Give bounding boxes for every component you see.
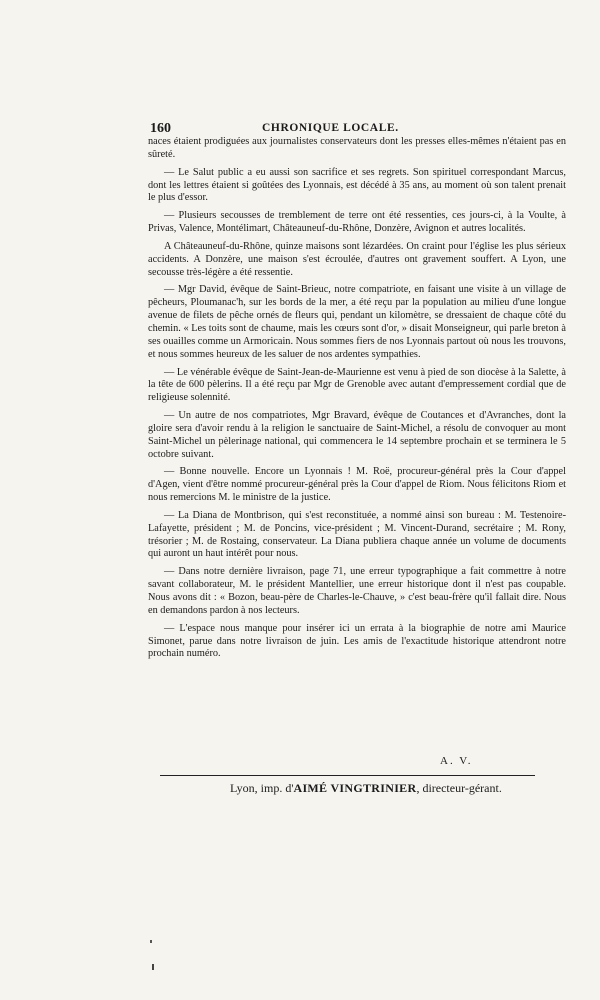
running-title: CHRONIQUE LOCALE. (262, 122, 399, 134)
paragraph-diana: — La Diana de Montbrison, qui s'est reconstituée, a nommé ainsi son bureau : M. Testenoire-Lafayette, président ; M. de Poncins, vice-président ; M. Vincent-Durand, secrétaire ; M. Rony, trésorier ; M. de Rostaing, conservateur. La Diana publiera chaque année un volume de documents qui auront un haut intérêt pour nous. (148, 509, 566, 560)
paragraph-maurienne: — Le vénérable évêque de Saint-Jean-de-Maurienne est venu à pied de son diocèse à la Salette, à la tête de 600 pèlerins. Il a été reçu par Mgr de Grenoble avec autant d'empressement cordial que de religieuse solennité. (148, 366, 566, 404)
signature: A. V. (440, 755, 473, 767)
paragraph-salut-public: — Le Salut public a eu aussi son sacrifice et ses regrets. Son spirituel correspondant Marcus, dont les lettres étaient si goûtées des Lyonnais, est décédé à 35 ans, au moment où son talent prenait le plus d'essor. (148, 166, 566, 204)
imprint-prefix: Lyon, imp. d' (230, 781, 294, 795)
imprint-printer-name: AIMÉ VINGTRINIER (293, 781, 417, 795)
divider-rule (160, 775, 535, 776)
paragraph-mgr-bravard: — Un autre de nos compatriotes, Mgr Bravard, évêque de Coutances et d'Avranches, dont la gloire sera d'avoir rendu à la religion le sanctuaire de Saint-Michel, a résolu de convoquer au mont Saint-Michel un pèlerinage national, qui commencera le 14 septembre prochain et se terminera le 5 octobre suivant. (148, 410, 566, 460)
paragraph-espace: — L'espace nous manque pour insérer ici un errata à la biographie de notre ami Maurice Simonet, parue dans notre livraison de juin. Les amis de l'exactitude historique attendront notre prochain numéro. (148, 622, 566, 660)
paragraph-bonne-nouvelle: — Bonne nouvelle. Encore un Lyonnais ! M. Roë, procureur-général près la Cour d'appel d'Agen, vient d'être nommé procureur-général près la Cour d'appel de Riom. Nous félicitons Riom et nous remercions M. le ministre de la justice. (148, 466, 566, 504)
paragraph-continuation: naces étaient prodiguées aux journalistes conservateurs dont les presses elles-mêmes n'étaient pas en sûreté. (148, 136, 566, 160)
imprint-suffix: , directeur-gérant. (416, 781, 502, 795)
page-header (150, 121, 570, 137)
imprint-line (230, 781, 502, 796)
paragraph-mgr-david: — Mgr David, évêque de Saint-Brieuc, notre compatriote, en faisant une visite à un village de pêcheurs, Ploumanac'h, sur les bords de la mer, a été reçu par la population au milieu d'une longue avenue de filets de pêche ornés de fleurs qui, pendant un kilomètre, se dressaient de chaque côté du chemin. « Les toits sont de chaume, mais les cœurs sont d'or, » disait Monseigneur, qui parle breton à ses ouailles comme un Armoricain. Nous sommes fiers de nos Lyonnais partout où nous les trouvons, et nous sommes heureux de les saluer de nos ardentes sympathies. (148, 284, 566, 360)
article-body (148, 136, 566, 666)
paragraph-chateauneuf: A Châteauneuf-du-Rhône, quinze maisons sont lézardées. On craint pour l'église les plus sérieux accidents. A Donzère, une maison s'est écroulée, d'autres ont gravement souffert. A Lyon, une secousse très-légère a été ressentie. (148, 240, 566, 278)
paper-speck (150, 940, 152, 943)
paper-speck (152, 964, 154, 970)
paragraph-earthquake: — Plusieurs secousses de tremblement de terre ont été ressenties, ces jours-ci, à la Voulte, à Privas, Valence, Montélimart, Châteauneuf-du-Rhône, Donzère, Avignon et autres localités. (148, 210, 566, 235)
paragraph-erratum: — Dans notre dernière livraison, page 71, une erreur typographique a fait commettre à notre savant collaborateur, M. le président Mantellier, une erreur historique dont il n'est pas coupable. Nous avons dit : « Bozon, beau-père de Charles-le-Chauve, » c'est beau-frère qu'il fallait dire. Nous en demandons pardon à nos lecteurs. (148, 566, 566, 616)
page-number: 160 (150, 121, 171, 136)
